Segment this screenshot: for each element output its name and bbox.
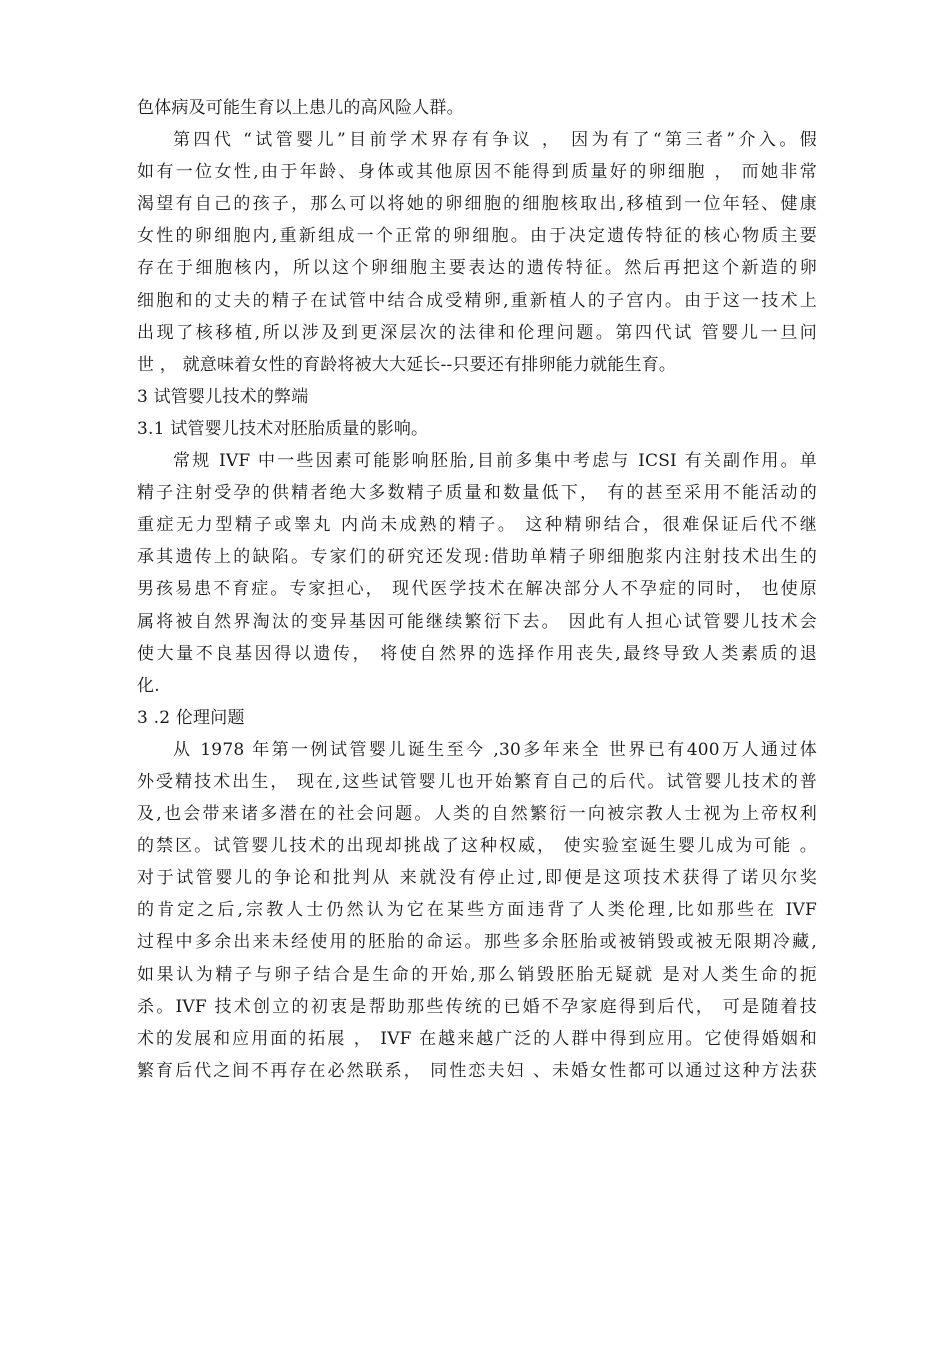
subsection-heading: 3.1 试管婴儿技术对胚胎质量的影响。 <box>137 418 429 439</box>
text-line: 术的发展和应用面的拓展 ， IVF 在越来越广泛的人群中得到应用。它使得婚姻和 <box>137 1028 817 1049</box>
section-heading: 3 试管婴儿技术的弊端 <box>137 386 309 407</box>
paragraph-first-line: 常规 IVF 中一些因素可能影响胚胎,目前多集中考虑与 ICSI 有关副作用。单 <box>173 451 817 472</box>
text-line: 如有一位女性,由于年龄、身体或其他原因不能得到质量好的卵细胞 ， 而她非常 <box>137 162 817 183</box>
text-line: 化. <box>137 675 160 696</box>
text-line: 杀。IVF 技术创立的初衷是帮助那些传统的已婚不孕家庭得到后代， 可是随着技 <box>137 996 817 1017</box>
text-line: 男孩易患不育症。专家担心， 现代医学技术在解决部分人不孕症的同时， 也使原 <box>137 579 817 600</box>
text-line: 出现了核移植,所以涉及到更深层次的法律和伦理问题。第四代试 管婴儿一旦问 <box>137 322 817 343</box>
text-line: 精子注射受孕的供精者绝大多数精子质量和数量低下， 有的甚至采用不能活动的 <box>137 483 817 504</box>
text-line: 存在于细胞核内，所以这个卵细胞主要表达的遗传特征。然后再把这个新造的卵 <box>137 258 817 279</box>
text-line: 渴望有自己的孩子，那么可以将她的卵细胞的细胞核取出,移植到一位年轻、健康 <box>137 194 817 215</box>
text-line: 的肯定之后,宗教人士仍然认为它在某些方面违背了人类伦理,比如那些在 IVF <box>137 900 817 921</box>
text-line: 女性的卵细胞内,重新组成一个正常的卵细胞。由于决定遗传特征的核心物质主要 <box>137 226 817 247</box>
text-line: 外受精技术出生， 现在,这些试管婴儿也开始繁育自己的后代。试管婴儿技术的普 <box>137 771 817 792</box>
text-line: 重症无力型精子或睾丸 内尚未成熟的精子。 这种精卵结合，很难保证后代不继 <box>137 515 817 536</box>
subsection-heading: 3 .2 伦理问题 <box>137 707 245 728</box>
text-line: 对于试管婴儿的争论和批判从 来就没有停止过,即便是这项技术获得了诺贝尔奖 <box>137 868 817 889</box>
text-line: 承其遗传上的缺陷。专家们的研究还发现:借助单精子卵细胞浆内注射技术出生的 <box>137 547 817 568</box>
text-line: 如果认为精子与卵子结合是生命的开始,那么销毁胚胎无疑就 是对人类生命的扼 <box>137 964 817 985</box>
text-line: 世 ， 就意味着女性的育龄将被大大延长--只要还有排卵能力就能生育。 <box>137 354 677 375</box>
paragraph-first-line: 第四代 “试管婴儿”目前学术界存有争议 ， 因为有了“第三者”介入。假 <box>173 130 817 151</box>
text-line: 使大量不良基因得以遗传， 将使自然界的选择作用丧失,最终导致人类素质的退 <box>137 643 817 664</box>
text-line: 细胞和的丈夫的精子在试管中结合成受精卵,重新植人的子宫内。由于这一技术上 <box>137 290 817 311</box>
text-line: 繁育后代之间不再存在必然联系， 同性恋夫妇 、未婚女性都可以通过这种方法获 <box>137 1060 817 1081</box>
text-line: 的禁区。试管婴儿技术的出现却挑战了这种权威， 使实验室诞生婴儿成为可能 。 <box>137 836 817 857</box>
text-line: 色体病及可能生育以上患儿的高风险人群。 <box>137 98 464 118</box>
text-line: 属将被自然界淘汰的变异基因可能继续繁衍下去。 因此有人担心试管婴儿技术会 <box>137 611 817 632</box>
text-line: 过程中多余出来未经使用的胚胎的命运。那些多余胚胎或被销毁或被无限期冷藏, <box>137 932 817 953</box>
paragraph-first-line: 从 1978 年第一例试管婴儿诞生至今 ,30多年来全 世界已有400万人通过体 <box>173 739 817 760</box>
document-body <box>137 92 817 1087</box>
text-line: 及,也会带来诸多潜在的社会问题。人类的自然繁衍一向被宗教人士视为上帝权利 <box>137 804 817 825</box>
